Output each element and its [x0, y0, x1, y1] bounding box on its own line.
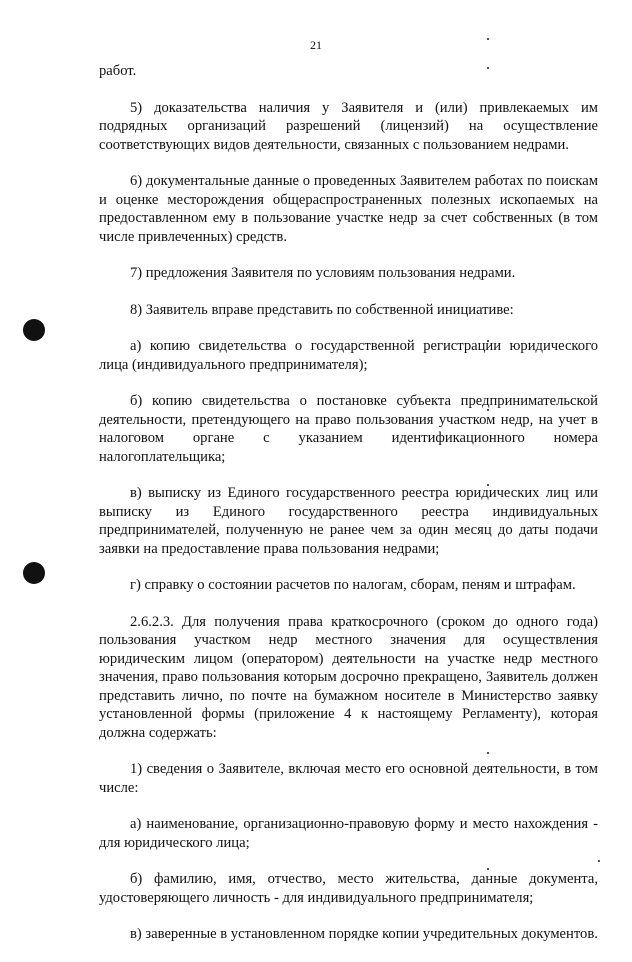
paragraph: б) копию свидетельства о постановке субъекта предпринимательской деятельности, претендующего на право пользования участком недр, на учет в налоговом органе с указанием идентификационного номера налогоплательщика; — [99, 393, 598, 465]
paragraph: 5) доказательства наличия у Заявителя и (или) привлекаемых им подрядных организаций разрешений (лицензий) на осуществление соответствующих видов деятельности, связанных с пользованием недрами. — [99, 99, 598, 153]
document-body — [99, 62, 598, 962]
paragraph: а) копию свидетельства о государственной регистрации юридического лица (индивидуального предпринимателя); — [99, 338, 598, 373]
paragraph: 7) предложения Заявителя по условиям пользования недрами. — [130, 265, 516, 281]
paragraph: в) выписку из Единого государственного реестра юридических лиц или выписку из Единого государственного реестра индивидуальных предпринимателей, полученную не ранее чем за один месяц до даты подачи заявки на предоставление права пользования недрами; — [99, 485, 598, 557]
paragraph: в) заверенные в установленном порядке копии учредительных документов. — [130, 926, 598, 942]
scan-speck — [487, 38, 489, 40]
paragraph: г) справку о состоянии расчетов по налогам, сборам, пеням и штрафам. — [130, 577, 576, 593]
paragraph: работ. — [99, 63, 137, 79]
scan-speck — [598, 860, 600, 862]
paragraph: б) фамилию, имя, отчество, место жительства, данные документа, удостоверяющего личность - для индивидуального предпринимателя; — [99, 871, 598, 906]
paragraph: 2.6.2.3. Для получения права краткосрочного (сроком до одного года) пользования участком недр местного значения для осуществления юридическим лицом (оператором) деятельности на участке недр местного значения, право пользования которым досрочно прекращено, Заявитель должен представить лично, по почте на бумажном носителе в Министерство заявку установленной формы (приложение 4 к настоящему Регламенту), которая должна содержать: — [99, 613, 598, 741]
paragraph: 8) Заявитель вправе представить по собственной инициативе: — [130, 301, 514, 318]
paragraph: 1) сведения о Заявителе, включая место его основной деятельности, в том числе: — [99, 761, 598, 796]
paragraph: а) наименование, организационно-правовую форму и место нахождения - для юридического лица; — [99, 816, 598, 851]
punch-hole-mark — [23, 562, 45, 584]
punch-hole-mark — [23, 319, 45, 341]
paragraph: 6) документальные данные о проведенных Заявителем работах по поискам и оценке месторождения общераспространенных полезных ископаемых на предоставленном ему в пользование участке недр за счет собственных (в том числе привлеченных) средств. — [99, 173, 598, 245]
page-number: 21 — [310, 38, 322, 52]
